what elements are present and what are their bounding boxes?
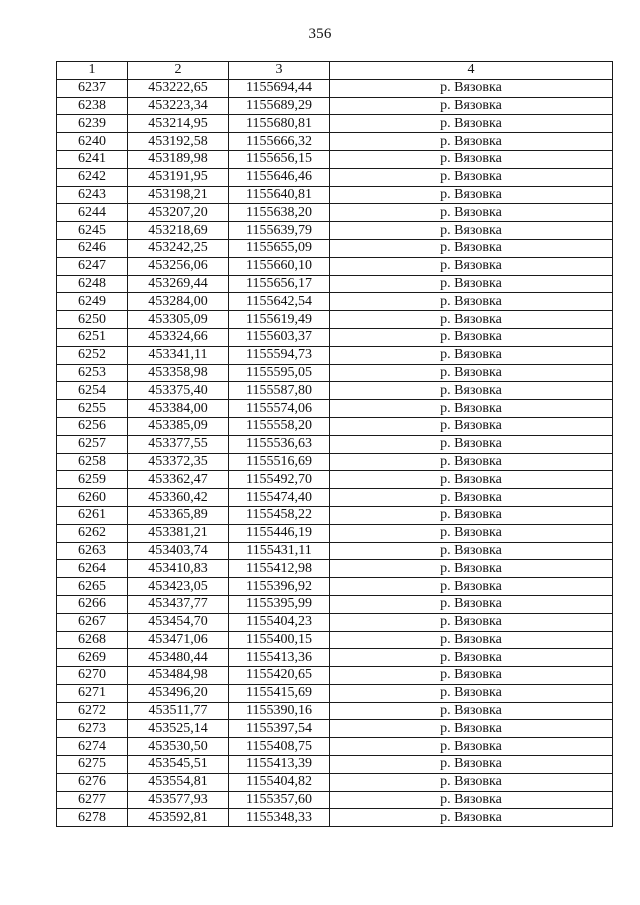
x-coordinate-cell: 453471,06 [128, 631, 229, 649]
y-coordinate-cell: 1155400,15 [229, 631, 330, 649]
table-row [57, 595, 613, 613]
x-coordinate-cell: 453385,09 [128, 417, 229, 435]
y-coordinate-cell: 1155396,92 [229, 578, 330, 596]
table-row [57, 791, 613, 809]
x-coordinate-cell: 453218,69 [128, 222, 229, 240]
header-row [57, 62, 613, 80]
table-row [57, 79, 613, 97]
description-cell: р. Вязовка [330, 684, 613, 702]
table-row [57, 489, 613, 507]
description-cell: р. Вязовка [330, 97, 613, 115]
point-number-cell: 6240 [57, 133, 128, 151]
x-coordinate-cell: 453577,93 [128, 791, 229, 809]
point-number-cell: 6270 [57, 667, 128, 685]
table-row [57, 649, 613, 667]
description-cell: р. Вязовка [330, 631, 613, 649]
point-number-cell: 6255 [57, 400, 128, 418]
table-row [57, 150, 613, 168]
y-coordinate-cell: 1155413,36 [229, 649, 330, 667]
description-cell: р. Вязовка [330, 239, 613, 257]
y-coordinate-cell: 1155357,60 [229, 791, 330, 809]
header-col-1: 1 [57, 62, 128, 80]
y-coordinate-cell: 1155404,82 [229, 773, 330, 791]
y-coordinate-cell: 1155558,20 [229, 417, 330, 435]
y-coordinate-cell: 1155474,40 [229, 489, 330, 507]
x-coordinate-cell: 453207,20 [128, 204, 229, 222]
point-number-cell: 6241 [57, 150, 128, 168]
header-col-4: 4 [330, 62, 613, 80]
x-coordinate-cell: 453592,81 [128, 809, 229, 827]
y-coordinate-cell: 1155395,99 [229, 595, 330, 613]
table-row [57, 133, 613, 151]
description-cell: р. Вязовка [330, 649, 613, 667]
point-number-cell: 6252 [57, 346, 128, 364]
description-cell: р. Вязовка [330, 613, 613, 631]
table-row [57, 275, 613, 293]
table-row [57, 756, 613, 774]
point-number-cell: 6259 [57, 471, 128, 489]
x-coordinate-cell: 453511,77 [128, 702, 229, 720]
point-number-cell: 6250 [57, 311, 128, 329]
table-body [57, 79, 613, 826]
point-number-cell: 6263 [57, 542, 128, 560]
header-col-3: 3 [229, 62, 330, 80]
point-number-cell: 6239 [57, 115, 128, 133]
y-coordinate-cell: 1155660,10 [229, 257, 330, 275]
y-coordinate-cell: 1155642,54 [229, 293, 330, 311]
description-cell: р. Вязовка [330, 328, 613, 346]
table-row [57, 417, 613, 435]
point-number-cell: 6244 [57, 204, 128, 222]
point-number-cell: 6264 [57, 560, 128, 578]
x-coordinate-cell: 453192,58 [128, 133, 229, 151]
point-number-cell: 6251 [57, 328, 128, 346]
table-row [57, 400, 613, 418]
coordinates-table [56, 61, 613, 827]
table-row [57, 97, 613, 115]
y-coordinate-cell: 1155656,17 [229, 275, 330, 293]
description-cell: р. Вязовка [330, 471, 613, 489]
table-row [57, 524, 613, 542]
y-coordinate-cell: 1155666,32 [229, 133, 330, 151]
point-number-cell: 6249 [57, 293, 128, 311]
table-row [57, 222, 613, 240]
description-cell: р. Вязовка [330, 311, 613, 329]
x-coordinate-cell: 453269,44 [128, 275, 229, 293]
table-row [57, 311, 613, 329]
y-coordinate-cell: 1155694,44 [229, 79, 330, 97]
y-coordinate-cell: 1155689,29 [229, 97, 330, 115]
description-cell: р. Вязовка [330, 809, 613, 827]
x-coordinate-cell: 453545,51 [128, 756, 229, 774]
x-coordinate-cell: 453284,00 [128, 293, 229, 311]
description-cell: р. Вязовка [330, 115, 613, 133]
description-cell: р. Вязовка [330, 773, 613, 791]
y-coordinate-cell: 1155413,39 [229, 756, 330, 774]
y-coordinate-cell: 1155408,75 [229, 738, 330, 756]
point-number-cell: 6238 [57, 97, 128, 115]
table-row [57, 168, 613, 186]
x-coordinate-cell: 453305,09 [128, 311, 229, 329]
table-row [57, 453, 613, 471]
y-coordinate-cell: 1155431,11 [229, 542, 330, 560]
description-cell: р. Вязовка [330, 186, 613, 204]
y-coordinate-cell: 1155516,69 [229, 453, 330, 471]
y-coordinate-cell: 1155412,98 [229, 560, 330, 578]
table-row [57, 471, 613, 489]
table-row [57, 809, 613, 827]
point-number-cell: 6274 [57, 738, 128, 756]
point-number-cell: 6258 [57, 453, 128, 471]
x-coordinate-cell: 453324,66 [128, 328, 229, 346]
point-number-cell: 6247 [57, 257, 128, 275]
x-coordinate-cell: 453372,35 [128, 453, 229, 471]
table-header [57, 62, 613, 80]
description-cell: р. Вязовка [330, 204, 613, 222]
table-row [57, 239, 613, 257]
page-number: 356 [308, 26, 332, 42]
y-coordinate-cell: 1155458,22 [229, 506, 330, 524]
x-coordinate-cell: 453198,21 [128, 186, 229, 204]
table-row [57, 702, 613, 720]
x-coordinate-cell: 453384,00 [128, 400, 229, 418]
description-cell: р. Вязовка [330, 756, 613, 774]
description-cell: р. Вязовка [330, 168, 613, 186]
y-coordinate-cell: 1155619,49 [229, 311, 330, 329]
table-row [57, 382, 613, 400]
x-coordinate-cell: 453554,81 [128, 773, 229, 791]
point-number-cell: 6265 [57, 578, 128, 596]
table-row [57, 115, 613, 133]
table-row [57, 542, 613, 560]
table-row [57, 186, 613, 204]
point-number-cell: 6243 [57, 186, 128, 204]
table-row [57, 631, 613, 649]
x-coordinate-cell: 453480,44 [128, 649, 229, 667]
table-row [57, 578, 613, 596]
table-row [57, 506, 613, 524]
table-row [57, 720, 613, 738]
table-row [57, 560, 613, 578]
description-cell: р. Вязовка [330, 489, 613, 507]
point-number-cell: 6268 [57, 631, 128, 649]
table-row [57, 346, 613, 364]
y-coordinate-cell: 1155348,33 [229, 809, 330, 827]
description-cell: р. Вязовка [330, 293, 613, 311]
y-coordinate-cell: 1155404,23 [229, 613, 330, 631]
description-cell: р. Вязовка [330, 400, 613, 418]
y-coordinate-cell: 1155656,15 [229, 150, 330, 168]
description-cell: р. Вязовка [330, 453, 613, 471]
table-row [57, 738, 613, 756]
table-row [57, 328, 613, 346]
table-row [57, 667, 613, 685]
point-number-cell: 6245 [57, 222, 128, 240]
description-cell: р. Вязовка [330, 275, 613, 293]
header-col-2: 2 [128, 62, 229, 80]
y-coordinate-cell: 1155446,19 [229, 524, 330, 542]
point-number-cell: 6261 [57, 506, 128, 524]
table-row [57, 293, 613, 311]
point-number-cell: 6273 [57, 720, 128, 738]
y-coordinate-cell: 1155680,81 [229, 115, 330, 133]
x-coordinate-cell: 453222,65 [128, 79, 229, 97]
x-coordinate-cell: 453437,77 [128, 595, 229, 613]
x-coordinate-cell: 453189,98 [128, 150, 229, 168]
x-coordinate-cell: 453525,14 [128, 720, 229, 738]
x-coordinate-cell: 453256,06 [128, 257, 229, 275]
description-cell: р. Вязовка [330, 506, 613, 524]
y-coordinate-cell: 1155640,81 [229, 186, 330, 204]
x-coordinate-cell: 453496,20 [128, 684, 229, 702]
x-coordinate-cell: 453410,83 [128, 560, 229, 578]
x-coordinate-cell: 453362,47 [128, 471, 229, 489]
description-cell: р. Вязовка [330, 79, 613, 97]
x-coordinate-cell: 453381,21 [128, 524, 229, 542]
point-number-cell: 6275 [57, 756, 128, 774]
x-coordinate-cell: 453377,55 [128, 435, 229, 453]
table-row [57, 773, 613, 791]
y-coordinate-cell: 1155574,06 [229, 400, 330, 418]
point-number-cell: 6248 [57, 275, 128, 293]
description-cell: р. Вязовка [330, 417, 613, 435]
point-number-cell: 6269 [57, 649, 128, 667]
point-number-cell: 6278 [57, 809, 128, 827]
description-cell: р. Вязовка [330, 382, 613, 400]
point-number-cell: 6237 [57, 79, 128, 97]
x-coordinate-cell: 453358,98 [128, 364, 229, 382]
point-number-cell: 6246 [57, 239, 128, 257]
description-cell: р. Вязовка [330, 578, 613, 596]
table-row [57, 364, 613, 382]
table-row [57, 435, 613, 453]
y-coordinate-cell: 1155415,69 [229, 684, 330, 702]
x-coordinate-cell: 453375,40 [128, 382, 229, 400]
description-cell: р. Вязовка [330, 133, 613, 151]
y-coordinate-cell: 1155639,79 [229, 222, 330, 240]
table-row [57, 257, 613, 275]
point-number-cell: 6242 [57, 168, 128, 186]
table-row [57, 684, 613, 702]
point-number-cell: 6271 [57, 684, 128, 702]
x-coordinate-cell: 453223,34 [128, 97, 229, 115]
description-cell: р. Вязовка [330, 346, 613, 364]
y-coordinate-cell: 1155390,16 [229, 702, 330, 720]
point-number-cell: 6253 [57, 364, 128, 382]
x-coordinate-cell: 453191,95 [128, 168, 229, 186]
x-coordinate-cell: 453214,95 [128, 115, 229, 133]
description-cell: р. Вязовка [330, 560, 613, 578]
point-number-cell: 6254 [57, 382, 128, 400]
point-number-cell: 6276 [57, 773, 128, 791]
y-coordinate-cell: 1155646,46 [229, 168, 330, 186]
y-coordinate-cell: 1155420,65 [229, 667, 330, 685]
x-coordinate-cell: 453403,74 [128, 542, 229, 560]
description-cell: р. Вязовка [330, 150, 613, 168]
x-coordinate-cell: 453454,70 [128, 613, 229, 631]
point-number-cell: 6256 [57, 417, 128, 435]
description-cell: р. Вязовка [330, 738, 613, 756]
point-number-cell: 6266 [57, 595, 128, 613]
point-number-cell: 6260 [57, 489, 128, 507]
x-coordinate-cell: 453242,25 [128, 239, 229, 257]
description-cell: р. Вязовка [330, 667, 613, 685]
description-cell: р. Вязовка [330, 702, 613, 720]
y-coordinate-cell: 1155397,54 [229, 720, 330, 738]
x-coordinate-cell: 453341,11 [128, 346, 229, 364]
y-coordinate-cell: 1155638,20 [229, 204, 330, 222]
y-coordinate-cell: 1155655,09 [229, 239, 330, 257]
x-coordinate-cell: 453365,89 [128, 506, 229, 524]
description-cell: р. Вязовка [330, 364, 613, 382]
x-coordinate-cell: 453530,50 [128, 738, 229, 756]
description-cell: р. Вязовка [330, 791, 613, 809]
point-number-cell: 6272 [57, 702, 128, 720]
y-coordinate-cell: 1155603,37 [229, 328, 330, 346]
y-coordinate-cell: 1155492,70 [229, 471, 330, 489]
description-cell: р. Вязовка [330, 524, 613, 542]
description-cell: р. Вязовка [330, 542, 613, 560]
x-coordinate-cell: 453423,05 [128, 578, 229, 596]
point-number-cell: 6257 [57, 435, 128, 453]
description-cell: р. Вязовка [330, 435, 613, 453]
x-coordinate-cell: 453484,98 [128, 667, 229, 685]
description-cell: р. Вязовка [330, 595, 613, 613]
point-number-cell: 6277 [57, 791, 128, 809]
y-coordinate-cell: 1155595,05 [229, 364, 330, 382]
point-number-cell: 6267 [57, 613, 128, 631]
x-coordinate-cell: 453360,42 [128, 489, 229, 507]
y-coordinate-cell: 1155594,73 [229, 346, 330, 364]
description-cell: р. Вязовка [330, 222, 613, 240]
description-cell: р. Вязовка [330, 720, 613, 738]
y-coordinate-cell: 1155587,80 [229, 382, 330, 400]
table-row [57, 204, 613, 222]
y-coordinate-cell: 1155536,63 [229, 435, 330, 453]
point-number-cell: 6262 [57, 524, 128, 542]
table-row [57, 613, 613, 631]
description-cell: р. Вязовка [330, 257, 613, 275]
